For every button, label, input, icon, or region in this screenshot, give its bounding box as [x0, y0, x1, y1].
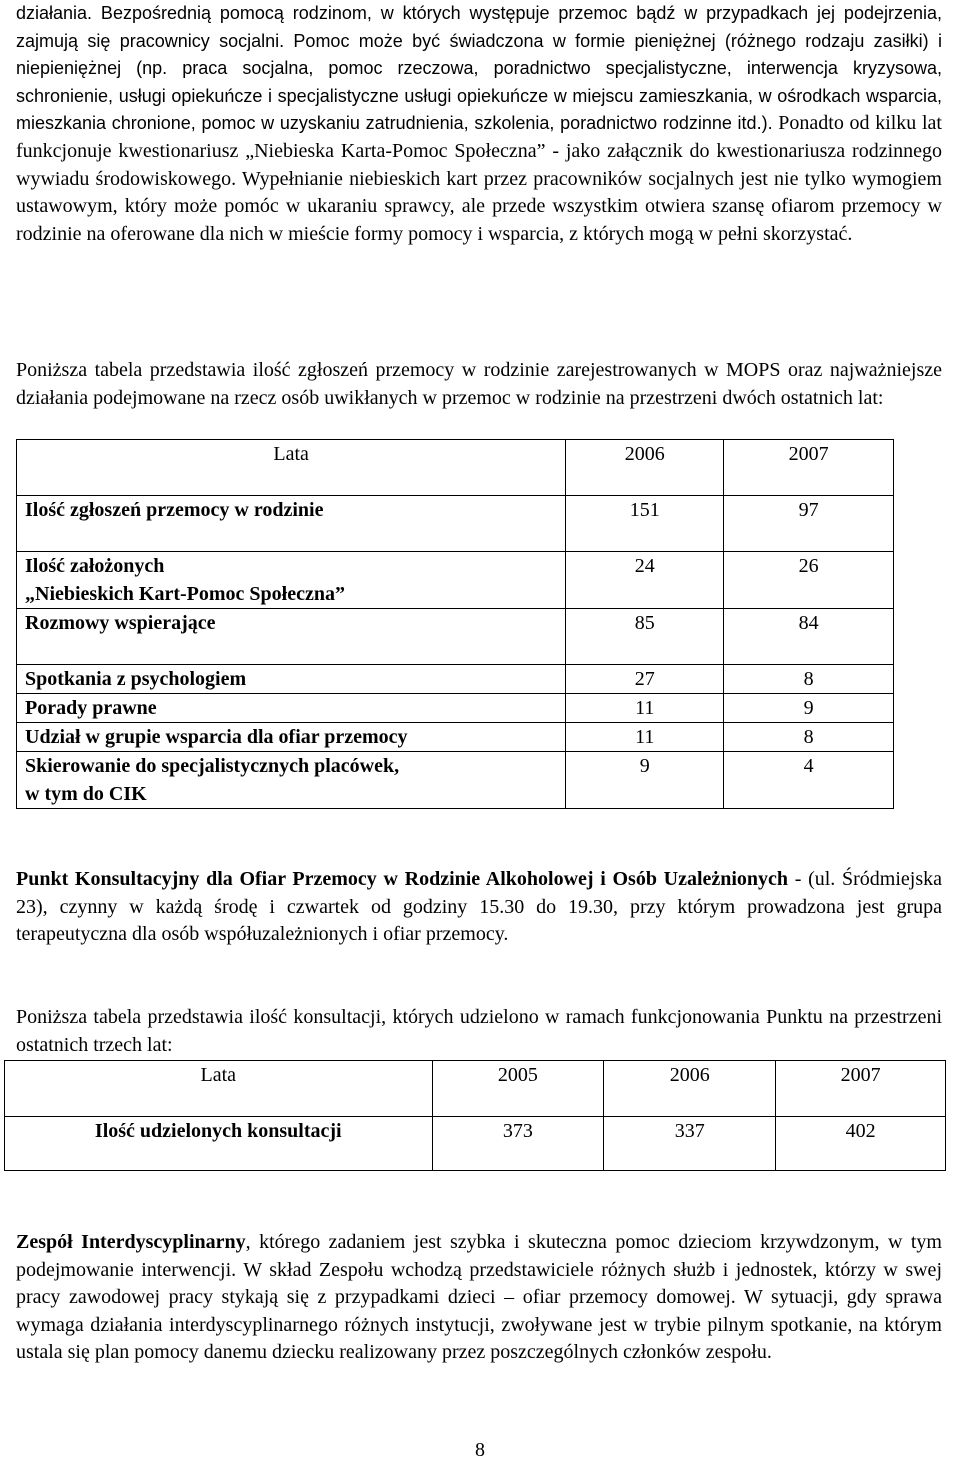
row-value: 151	[566, 496, 724, 552]
consultations-table	[4, 1060, 946, 1171]
row-label-line: Skierowanie do specjalistycznych placówek,	[25, 755, 400, 777]
header-cell-lata: Lata	[5, 1061, 433, 1117]
row-label: Spotkania z psychologiem	[17, 665, 566, 694]
row-value: 84	[724, 609, 894, 665]
header-cell-year: 2005	[432, 1061, 604, 1117]
row-value: 97	[724, 496, 894, 552]
table-row	[17, 496, 894, 552]
row-label: Ilość zgłoszeń przemocy w rodzinie	[17, 496, 566, 552]
row-value: 85	[566, 609, 724, 665]
table-row	[17, 665, 894, 694]
row-label	[17, 752, 566, 809]
intro-paragraph	[16, 0, 942, 248]
row-value: 8	[724, 723, 894, 752]
row-value: 402	[776, 1117, 946, 1171]
row-label-line: w tym do CIK	[25, 783, 147, 805]
header-cell-year: 2006	[604, 1061, 776, 1117]
table-row	[17, 694, 894, 723]
row-label: Rozmowy wspierające	[17, 609, 566, 665]
row-label: Porady prawne	[17, 694, 566, 723]
zespol-paragraph	[16, 1229, 942, 1367]
table-row	[5, 1117, 946, 1171]
table-header-row	[17, 440, 894, 496]
row-value: 337	[604, 1117, 776, 1171]
zespol-title: Zespół Interdyscyplinarny	[16, 1231, 246, 1253]
punkt-table-intro: Poniższa tabela przedstawia ilość konsultacji, których udzielono w ramach funkcjonowania Punktu na przestrzeni ostatnich trzech lat:	[16, 1006, 942, 1056]
intro-serif-text: Ponadto od kilku lat funkcjonuje kwestionariusz „Niebieska Karta-Pomoc Społeczna” - jako załącznik do kwestionariusza rodzinnego wywiadu środowiskowego. Wypełnianie niebieskich kart przez pracowników socjalnych jest nie tylko wymogiem ustawowym, który może pomóc w ukaraniu sprawcy, ale przede wszystkim otwiera szansę ofiarom przemocy w rodzinie na oferowane dla nich w mieście formy pomocy i wsparcia, z których mogą w pełni skorzystać.	[16, 112, 942, 245]
table-header-row	[5, 1061, 946, 1117]
mops-table-intro: Poniższa tabela przedstawia ilość zgłoszeń przemocy w rodzinie zarejestrowanych w MOPS oraz najważniejsze działania podejmowane na rzecz osób uwikłanych w przemoc w rodzinie na przestrzeni dwóch ostatnich lat:	[16, 359, 942, 409]
intro-sans-text: działania. Bezpośrednią pomocą rodzinom, w których występuje przemoc bądź w przypadkach jej podejrzenia, zajmują się pracownicy socjalni. Pomoc może być świadczona w formie pieniężnej (różnego rodzaju zasiłki) i niepieniężnej (np. praca socjalna, pomoc rzeczowa, poradnictwo specjalistyczne, interwencja kryzysowa, schronienie, usługi opiekuńcze i specjalistyczne usługi opiekuńcze w miejscu zamieszkania, w ośrodkach wsparcia, mieszkania chronione, pomoc w uzyskaniu zatrudnienia, szkolenia, poradnictwo rodzinne itd.).	[16, 3, 942, 134]
header-cell-year: 2007	[724, 440, 894, 496]
table-row	[17, 609, 894, 665]
row-label: Udział w grupie wsparcia dla ofiar przemocy	[17, 723, 566, 752]
row-value: 11	[566, 723, 724, 752]
row-label: Ilość udzielonych konsultacji	[5, 1117, 433, 1171]
row-label-line: Ilość założonych	[25, 555, 165, 577]
row-value: 8	[724, 665, 894, 694]
row-label	[17, 552, 566, 609]
punkt-paragraph	[16, 866, 942, 949]
row-value: 4	[724, 752, 894, 809]
header-cell-lata: Lata	[17, 440, 566, 496]
page-number: 8	[475, 1439, 485, 1461]
punkt-text: - (ul. Śródmiejska 23), czynny w każdą środę i czwartek od godziny 15.30 do 19.30, przy którym prowadzona jest grupa terapeutyczna dla osób współuzależnionych i ofiar przemocy.	[16, 868, 942, 946]
punkt-title: Punkt Konsultacyjny dla Ofiar Przemocy w Rodzinie Alkoholowej i Osób Uzależnionych	[16, 868, 789, 890]
row-value: 27	[566, 665, 724, 694]
header-cell-year: 2007	[776, 1061, 946, 1117]
row-value: 11	[566, 694, 724, 723]
row-label-line: „Niebieskich Kart-Pomoc Społeczna”	[25, 583, 345, 605]
row-value: 26	[724, 552, 894, 609]
row-value: 373	[432, 1117, 604, 1171]
row-value: 24	[566, 552, 724, 609]
row-value: 9	[566, 752, 724, 809]
header-cell-year: 2006	[566, 440, 724, 496]
table-row	[17, 723, 894, 752]
table-row	[17, 752, 894, 809]
row-value: 9	[724, 694, 894, 723]
table-row	[17, 552, 894, 609]
mops-violence-table	[16, 439, 894, 809]
zespol-text: , którego zadaniem jest szybka i skuteczna pomoc dzieciom krzywdzonym, w tym podejmowanie interwencji. W skład Zespołu wchodzą przedstawiciele różnych służb i jednostek, którzy w swej pracy zawodowej pracy stykają się z przypadkami dzieci – ofiar przemocy domowej. W sytuacji, gdy sprawa wymaga działania interdyscyplinarnego różnych instytucji, zwoływane jest w trybie pilnym spotkanie, na którym ustala się plan pomocy danemu dziecku realizowany przez poszczególnych członków zespołu.	[16, 1231, 942, 1364]
